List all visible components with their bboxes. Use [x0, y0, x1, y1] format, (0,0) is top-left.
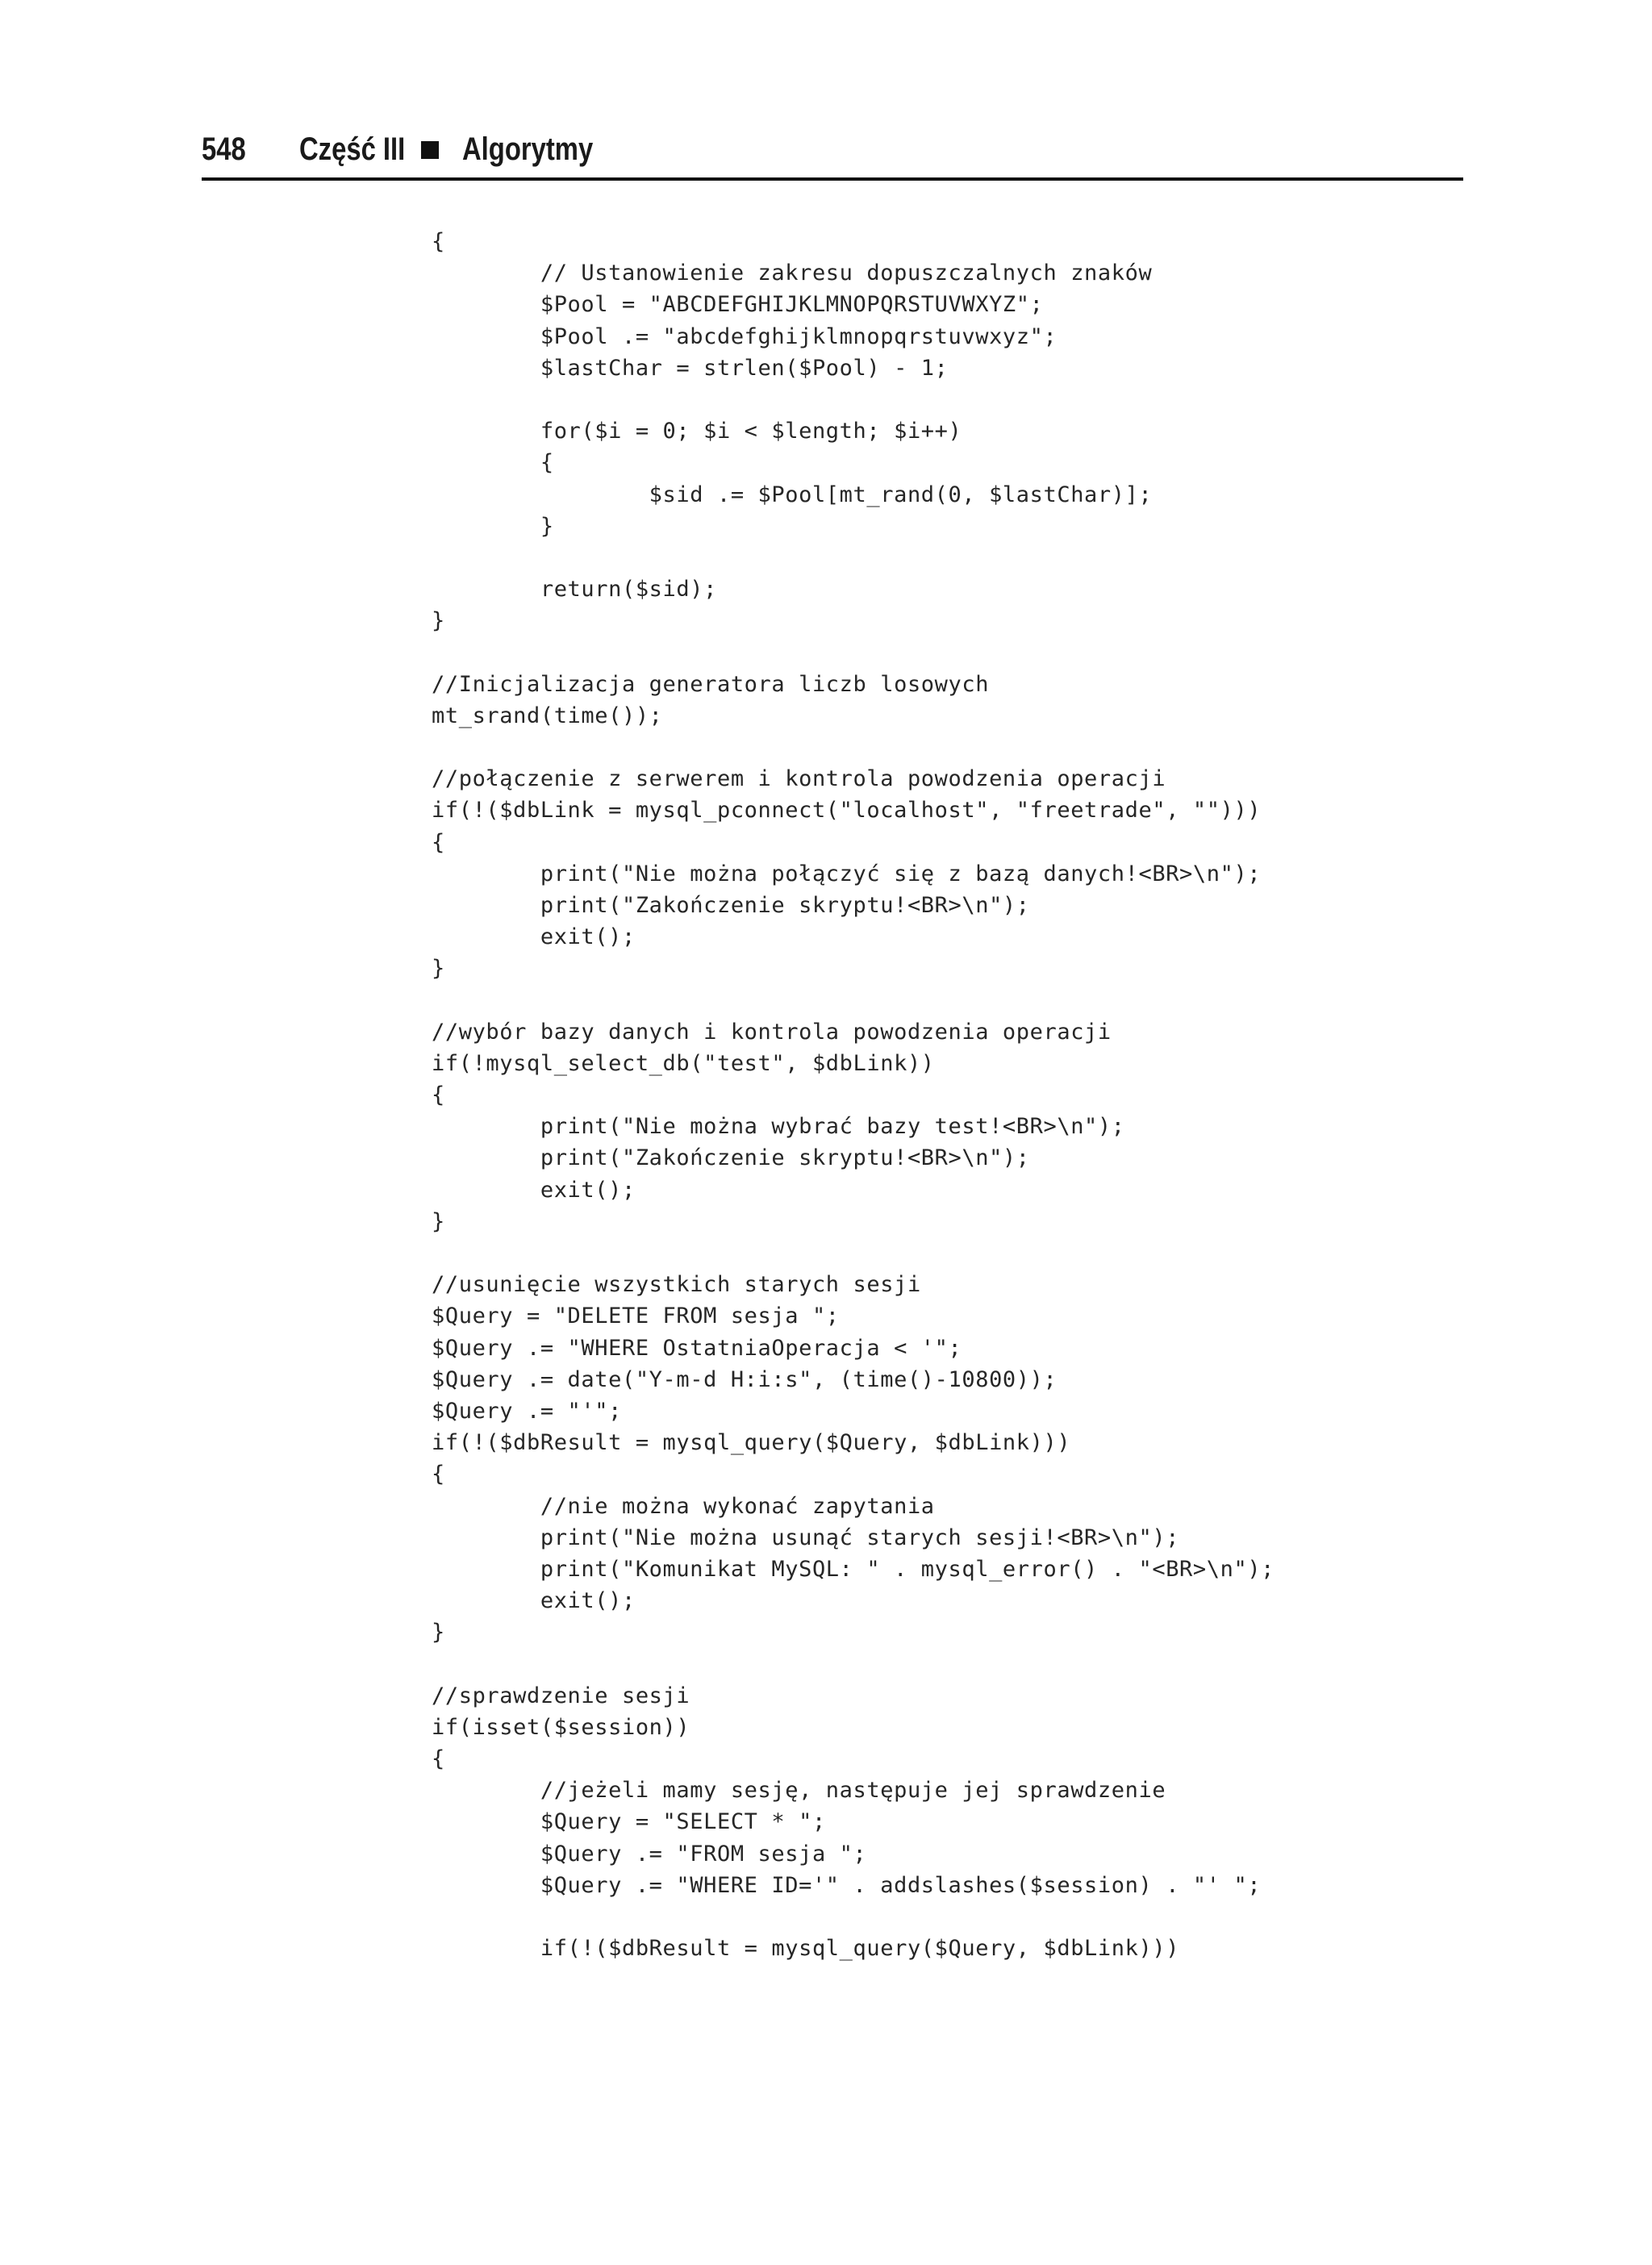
code-line: print("Zakończenie skryptu!<BR>\n"); [432, 1145, 1030, 1171]
code-line: mt_srand(time()); [432, 703, 663, 728]
code-line: $Pool = "ABCDEFGHIJKLMNOPQRSTUVWXYZ"; [432, 292, 1044, 318]
code-line: { [432, 1082, 445, 1108]
code-line: $Pool .= "abcdefghijklmnopqrstuvwxyz"; [432, 323, 1058, 349]
code-line [432, 542, 1274, 574]
code-line: //Inicjalizacja generatora liczb losowych [432, 671, 990, 697]
code-line: print("Zakończenie skryptu!<BR>\n"); [432, 892, 1030, 918]
code-line: } [432, 1208, 445, 1234]
code-line: } [432, 1620, 445, 1646]
code-line: if(isset($session)) [432, 1714, 690, 1740]
code-line: $Query = "SELECT * "; [432, 1809, 826, 1835]
code-line [432, 1648, 1274, 1679]
code-line: if(!($dbResult = mysql_query($Query, $dbLink))) [432, 1430, 1071, 1456]
code-line: exit(); [432, 1177, 636, 1203]
code-line: $Query .= "'"; [432, 1398, 622, 1424]
code-line [432, 1237, 1274, 1269]
code-line [432, 1901, 1274, 1933]
code-line: //wybór bazy danych i kontrola powodzenia operacji [432, 1019, 1112, 1045]
square-bullet-icon [421, 141, 439, 159]
code-line: } [432, 608, 445, 634]
code-line: exit(); [432, 924, 636, 950]
code-line: exit(); [432, 1588, 636, 1614]
code-line: $Query = "DELETE FROM sesja "; [432, 1304, 840, 1329]
code-line: $Query .= "WHERE ID='" . addslashes($session) . "' "; [432, 1872, 1262, 1898]
code-line: //nie można wykonać zapytania [432, 1493, 935, 1519]
code-line: { [432, 450, 554, 476]
code-line [432, 384, 1274, 415]
code-line: $Query .= date("Y-m-d H:i:s", (time()-10800)); [432, 1366, 1058, 1392]
code-line: { [432, 1462, 445, 1487]
code-listing [432, 226, 1274, 1964]
code-line: //sprawdzenie sesji [432, 1683, 690, 1708]
code-line: $Query .= "FROM sesja "; [432, 1841, 867, 1867]
code-line: return($sid); [432, 577, 717, 603]
code-line: } [432, 956, 445, 982]
code-line [432, 985, 1274, 1016]
code-line: if(!mysql_select_db("test", $dbLink)) [432, 1050, 935, 1076]
code-line: $sid .= $Pool[mt_rand(0, $lastChar)]; [432, 482, 1153, 507]
code-line: //połączenie z serwerem i kontrola powodzenia operacji [432, 766, 1166, 792]
code-line: //jeżeli mamy sesję, następuje jej sprawdzenie [432, 1778, 1166, 1804]
page-number: 548 [202, 131, 246, 167]
chapter-title: Algorytmy [462, 131, 594, 167]
code-line: { [432, 1746, 445, 1771]
part-label: Część III [299, 131, 406, 167]
code-line: for($i = 0; $i < $length; $i++) [432, 419, 962, 444]
code-line: print("Nie można wybrać bazy test!<BR>\n"); [432, 1114, 1125, 1140]
page-header [202, 121, 1463, 181]
code-line: if(!($dbLink = mysql_pconnect("localhost", "freetrade", ""))) [432, 798, 1262, 824]
code-line: if(!($dbResult = mysql_query($Query, $dbLink))) [432, 1936, 1180, 1962]
code-line: // Ustanowienie zakresu dopuszczalnych znaków [432, 261, 1153, 286]
code-line: $lastChar = strlen($Pool) - 1; [432, 355, 949, 381]
code-line: //usunięcie wszystkich starych sesji [432, 1272, 921, 1298]
code-line: { [432, 829, 445, 855]
code-line: } [432, 513, 554, 539]
code-line [432, 636, 1274, 668]
code-line: print("Nie można usunąć starych sesji!<BR>\n"); [432, 1525, 1180, 1550]
code-line: { [432, 229, 445, 254]
code-line [432, 732, 1274, 763]
code-line: print("Nie można połączyć się z bazą danych!<BR>\n"); [432, 861, 1262, 886]
code-line: $Query .= "WHERE OstatniaOperacja < '"; [432, 1335, 962, 1361]
code-line: print("Komunikat MySQL: " . mysql_error() . "<BR>\n"); [432, 1556, 1275, 1582]
